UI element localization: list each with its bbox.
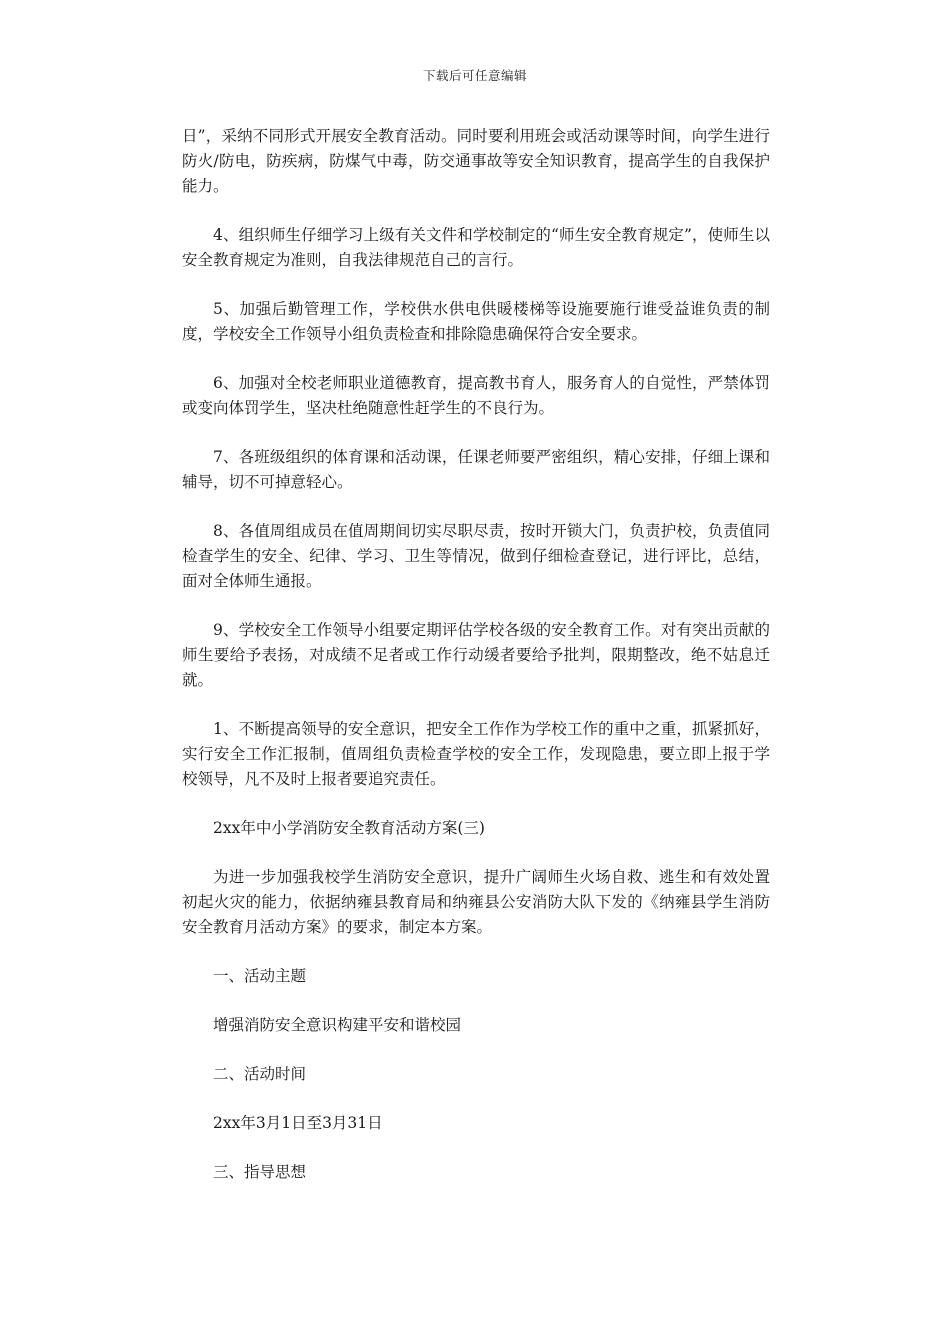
- paragraph-6: 8、各值周组成员在值周期间切实尽职尽责，按时开锁大门，负责护校，负责值同检查学生的安全、纪律、学习、卫生等情况，做到仔细检查登记，进行评比，总结，面对全体师生通报。: [182, 522, 770, 590]
- heading-guiding-thought: 三、指导思想: [213, 1163, 307, 1181]
- paragraph-5: 7、各班级组织的体育课和活动课，任课老师要严密组织，精心安排，仔细上课和辅导，切不可掉意轻心。: [182, 448, 770, 491]
- paragraph-4: 6、加强对全校老师职业道德教育，提高教书育人，服务育人的自觉性，严禁体罚或变向体罚学生，坚决杜绝随意性赶学生的不良行为。: [182, 374, 770, 417]
- paragraph-3: 5、加强后勤管理工作，学校供水供电供暖楼梯等设施要施行谁受益谁负责的制度，学校安全工作领导小组负责检查和排除隐患确保符合安全要求。: [182, 300, 770, 343]
- page-header: 下载后可任意编辑: [422, 68, 527, 83]
- heading-activity-time: 二、活动时间: [213, 1065, 307, 1083]
- paragraph-intro: 为进一步加强我校学生消防安全意识，提升广阔师生火场自救、逃生和有效处置初起火灾的能力，依据纳雍县教育局和纳雍县公安消防大队下发的《纳雍县学生消防安全教育月活动方案》的要求，制定本方案。: [182, 868, 770, 936]
- section-title: 2xx年中小学消防安全教育活动方案(三): [213, 819, 485, 837]
- document-body: [182, 124, 770, 1209]
- paragraph-1: 日”，采纳不同形式开展安全教育活动。同时要利用班会或活动课等时间，向学生进行防火/防电，防疾病，防煤气中毒，防交通事故等安全知识教育，提高学生的自我保护能力。: [182, 127, 770, 195]
- paragraph-8: 1、不断提高领导的安全意识，把安全工作作为学校工作的重中之重，抓紧抓好，实行安全工作汇报制，值周组负责检查学校的安全工作，发现隐患，要立即上报于学校领导，凡不及时上报者要追究责任。: [182, 720, 770, 788]
- paragraph-7: 9、学校安全工作领导小组要定期评估学校各级的安全教育工作。对有突出贡献的师生要给予表扬，对成绩不足者或工作行动缓者要给予批判，限期整改，绝不姑息迁就。: [182, 621, 770, 689]
- activity-time-text: 2xx年3月1日至3月31日: [213, 1114, 383, 1132]
- activity-theme-text: 增强消防安全意识构建平安和谐校园: [213, 1016, 462, 1034]
- heading-activity-theme: 一、活动主题: [213, 967, 307, 985]
- paragraph-2: 4、组织师生仔细学习上级有关文件和学校制定的“师生安全教育规定”，使师生以安全教育规定为准则，自我法律规范自己的言行。: [182, 226, 770, 269]
